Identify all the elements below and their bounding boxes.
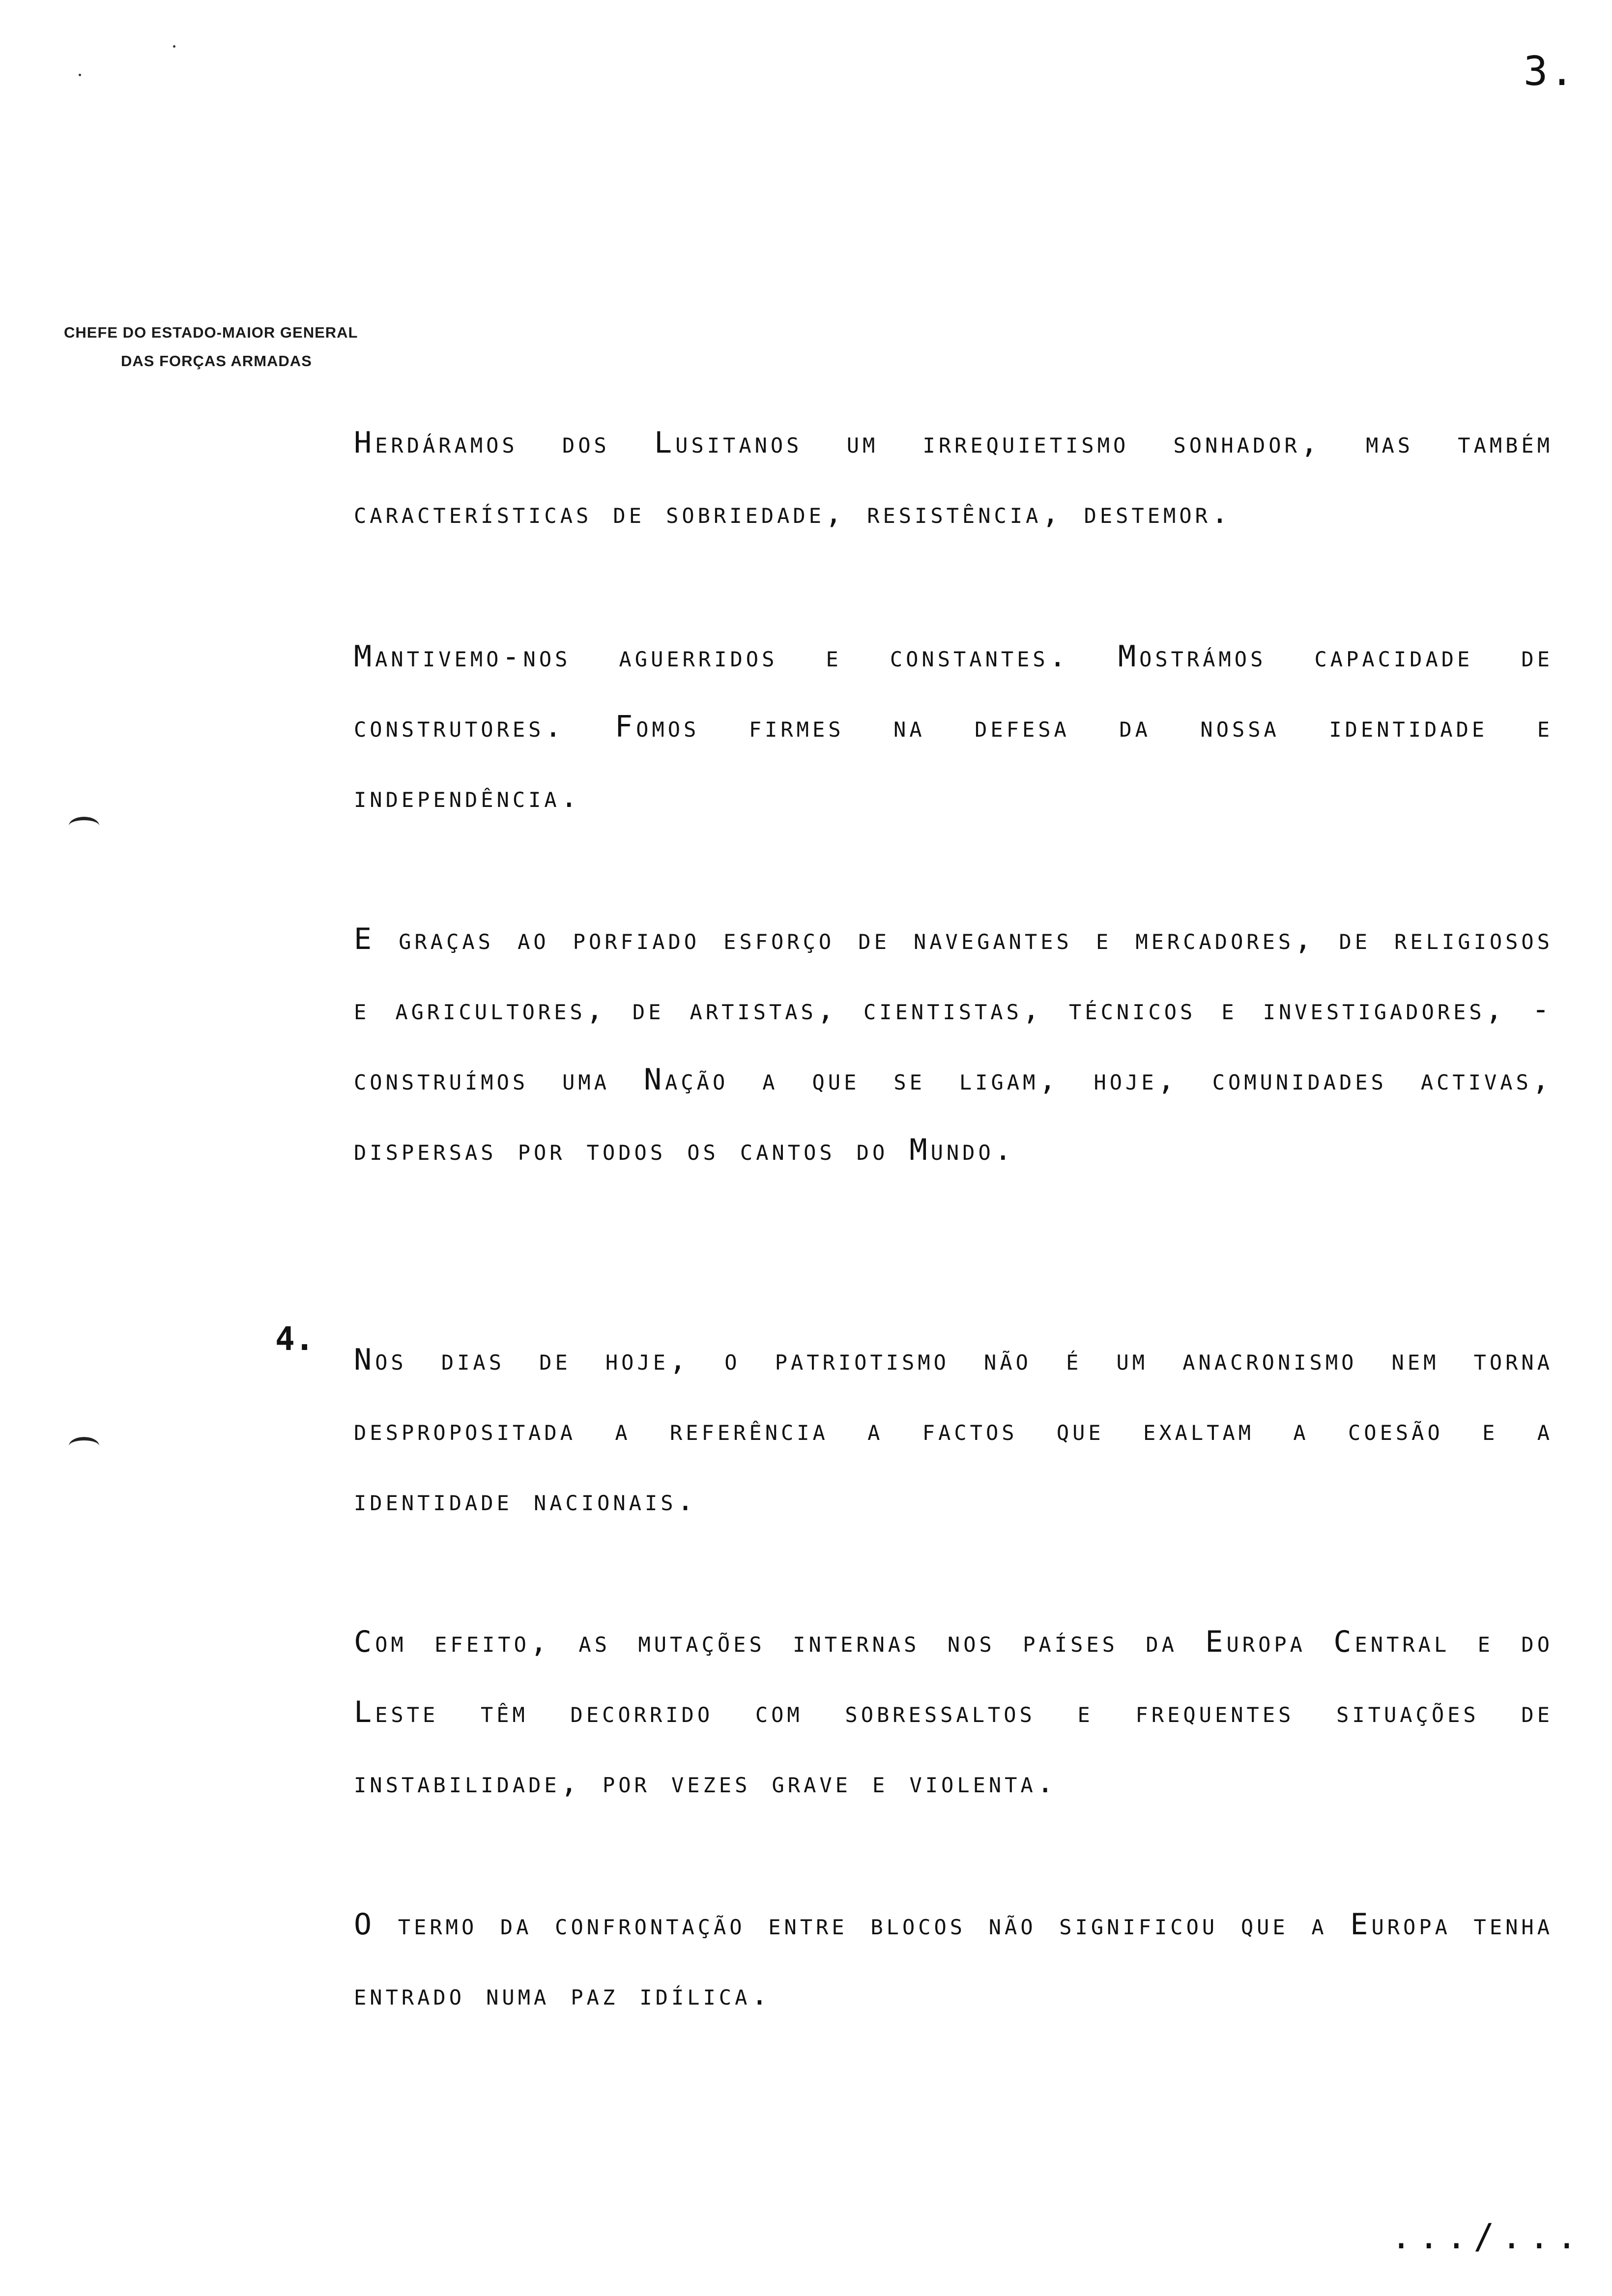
letterhead-line-1: CHEFE DO ESTADO-MAIOR GENERAL [64,324,358,341]
letterhead [64,318,358,375]
speck-1 [79,74,81,76]
paragraph-2: Mantivemo-nos aguerridos e constantes. Mostrámos capacidade de construtores. Fomos firmes na defesa da nossa identidade e independência. [354,639,1553,814]
speck-2 [173,45,175,48]
letterhead-line-2: DAS FORÇAS ARMADAS [121,352,312,370]
paragraph-3: E graças ao porfiado esforço de navegantes e mercadores, de religiosos e agricultores, de artistas, cientistas, técnicos e investigadores, - construímos uma Nação a que se ligam, hoje, comunidades activas, dispersas por todos os cantos do Mundo. [354,922,1553,1167]
margin-mark-2 [69,1437,99,1455]
paragraph-5: Com efeito, as mutações internas nos países da Europa Central e do Leste têm decorrido com sobressaltos e frequentes situações de instabilidade, por vezes grave e violenta. [354,1625,1553,1800]
page-number: 3. [1524,48,1576,95]
paragraph-6: O termo da confrontação entre blocos não significou que a Europa tenha entrado numa paz idílica. [354,1907,1553,2012]
item-number: 4. [275,1320,315,1358]
paragraph-4: Nos dias de hoje, o patriotismo não é um anacronismo nem torna despropositada a referência a factos que exaltam a coesão e a identidade nacionais. [354,1343,1553,1518]
paragraph-1: Herdáramos dos Lusitanos um irrequietismo sonhador, mas também características de sobriedade, resistência, destemor. [354,426,1553,530]
margin-mark-1 [69,817,99,835]
continuation-mark: .../... [1391,2216,1584,2257]
